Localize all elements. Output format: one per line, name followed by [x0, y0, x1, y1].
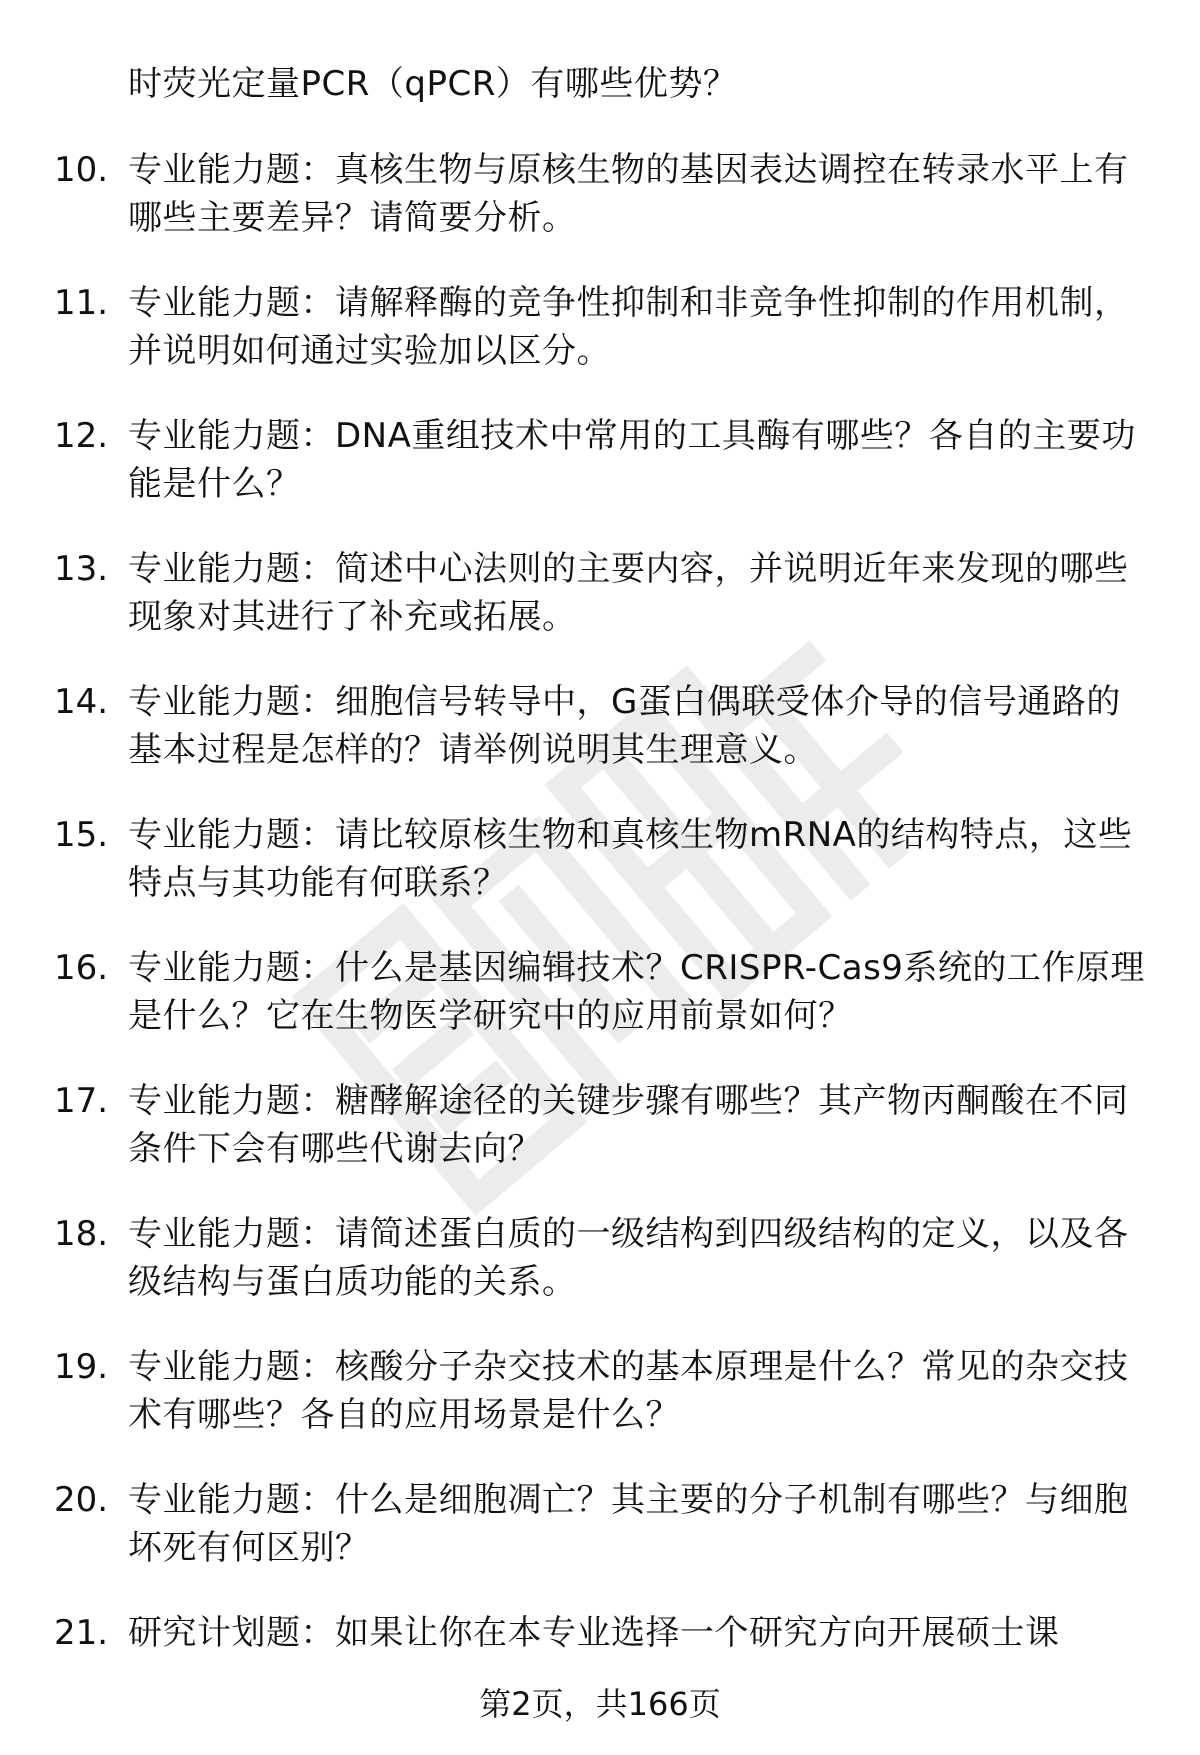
question-item: [0, 678, 1200, 811]
question-text: 专业能力题：什么是细胞凋亡？其主要的分子机制有哪些？与细胞坏死有何区别？: [128, 1480, 1129, 1568]
question-number: 12.: [54, 416, 109, 456]
question-number: 19.: [54, 1347, 109, 1387]
question-number: 15.: [54, 815, 109, 855]
question-number: 18.: [54, 1214, 109, 1254]
question-item: [0, 146, 1200, 279]
question-text: 专业能力题：请简述蛋白质的一级结构到四级结构的定义，以及各级结构与蛋白质功能的关系。: [128, 1214, 1129, 1302]
question-number: 14.: [54, 682, 109, 722]
question-list: [0, 146, 1200, 1742]
question-item: [0, 1210, 1200, 1343]
question-text: 专业能力题：简述中心法则的主要内容，并说明近年来发现的哪些现象对其进行了补充或拓展。: [128, 549, 1129, 637]
question-item: [0, 1077, 1200, 1210]
question-item: [0, 545, 1200, 678]
question-item: [0, 1476, 1200, 1609]
question-item: [0, 1343, 1200, 1476]
question-text: 专业能力题：细胞信号转导中，G蛋白偶联受体介导的信号通路的基本过程是怎样的？请举例说明其生理意义。: [128, 682, 1121, 770]
question-number: 13.: [54, 549, 109, 589]
question-text: 专业能力题：什么是基因编辑技术？CRISPR-Cas9系统的工作原理是什么？它在生物医学研究中的应用前景如何？: [128, 948, 1145, 1036]
question-continuation: 时荧光定量PCR（qPCR）有哪些优势？: [128, 64, 738, 104]
question-number: 11.: [54, 283, 109, 323]
question-text: 专业能力题：核酸分子杂交技术的基本原理是什么？常见的杂交技术有哪些？各自的应用场景是什么？: [128, 1347, 1129, 1435]
question-item: [0, 811, 1200, 944]
question-text: 专业能力题：请解释酶的竞争性抑制和非竞争性抑制的作用机制，并说明如何通过实验加以区分。: [128, 283, 1129, 371]
question-item: [0, 279, 1200, 412]
question-text: 研究计划题：如果让你在本专业选择一个研究方向开展硕士课: [128, 1613, 1060, 1653]
question-item: [0, 944, 1200, 1077]
question-text: 专业能力题：糖酵解途径的关键步骤有哪些？其产物丙酮酸在不同条件下会有哪些代谢去向？: [128, 1081, 1129, 1169]
question-number: 17.: [54, 1081, 109, 1121]
question-text: 专业能力题：DNA重组技术中常用的工具酶有哪些？各自的主要功能是什么？: [128, 416, 1136, 504]
page-footer: 第2页，共166页: [479, 1685, 721, 1723]
question-number: 10.: [54, 150, 109, 190]
question-text: 专业能力题：真核生物与原核生物的基因表达调控在转录水平上有哪些主要差异？请简要分析。: [128, 150, 1129, 238]
question-number: 21.: [54, 1613, 109, 1653]
question-number: 16.: [54, 948, 109, 988]
question-number: 20.: [54, 1480, 109, 1520]
question-item: [0, 412, 1200, 545]
question-text: 专业能力题：请比较原核生物和真核生物mRNA的结构特点，这些特点与其功能有何联系？: [128, 815, 1133, 903]
